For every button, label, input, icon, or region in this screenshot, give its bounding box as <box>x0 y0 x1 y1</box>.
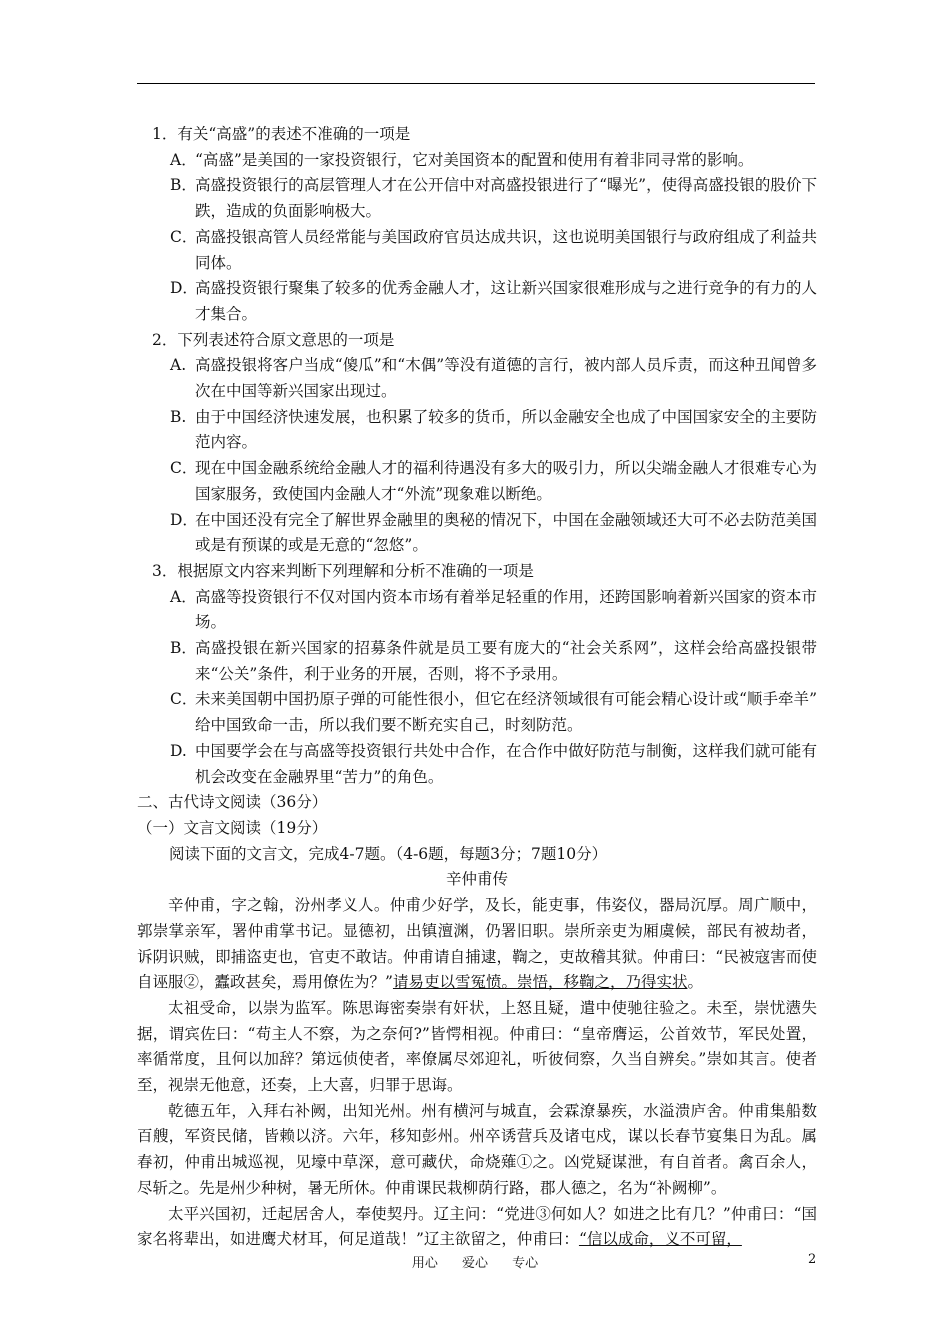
option-a <box>137 148 817 174</box>
option-text: 现在中国金融系统给金融人才的福利待遇没有多大的吸引力，所以尖端金融人才很难专心为国家服务，致使国内金融人才“外流”现象难以断绝。 <box>195 459 817 503</box>
passage-paragraph-1 <box>137 893 817 996</box>
option-b <box>137 173 817 224</box>
option-text: 高盛投银将客户当成“傻瓜”和“木偶”等没有道德的言行，被内部人员斥责，而这种丑闻曾多次在中国等新兴国家出现过。 <box>195 356 817 401</box>
passage-paragraph-2: 太祖受命，以崇为监军。陈思诲密奏崇有奸状，上怒且疑，遣中使驰往验之。未至，崇忧懑失据，谓宾佐曰：“苟主人不察，为之奈何?”皆愕相视。仲甫曰：“皇帝膺运，公首效节，军民处置，率循常度，且何以加辞？第远侦使者，率僚属尽郊迎礼，听彼伺察，久当自辨矣。”崇如其言。使者至，视崇无他意，还奏，上大喜，归罪于思诲。 <box>137 998 817 1095</box>
option-text: 高盛投银在新兴国家的招募条件就是员工要有庞大的“社会关系网”，这样会给高盛投银带来“公关”条件，利于业务的开展，否则，将不予录用。 <box>195 639 817 683</box>
question-2 <box>137 328 817 559</box>
page-number: 2 <box>808 1252 817 1267</box>
option-text: 高盛投银高管人员经常能与美国政府官员达成共识，这也说明美国银行与政府组成了利益共同体。 <box>195 227 817 272</box>
option-text: 高盛等投资银行不仅对国内资本市场有着举足轻重的作用，还跨国影响着新兴国家的资本市场。 <box>195 587 817 632</box>
option-label: B. <box>170 407 187 426</box>
option-text: 在中国还没有完全了解世界金融里的奥秘的情况下，中国在金融领域还大可不必去防范美国或是有预谋的或是无意的“忽悠”。 <box>195 510 817 555</box>
option-b <box>137 636 817 687</box>
underlined-sentence: “信以成命，义不可留， <box>578 1230 742 1249</box>
section-heading: 二、古代诗文阅读（36分） <box>137 793 328 812</box>
option-label: A． <box>170 150 197 169</box>
option-a <box>137 353 817 404</box>
paragraph-text: 太平兴国初，迁起居舍人，奉使契丹。辽主问：“党进③何如人？如进之比有几？”仲甫曰：“国家名将辈出，如进鹰犬材耳，何足道哉！”辽主欲留之，仲甫曰： <box>137 1204 817 1249</box>
page-body <box>137 122 817 1253</box>
option-text: “高盛”是美国的一家投资银行，它对美国资本的配置和使用有着非同寻常的影响。 <box>195 150 754 169</box>
instruction: 阅读下面的文言文，完成4-7题。（4-6题，每题3分；7题10分） <box>169 844 608 863</box>
option-label: A. <box>170 356 187 375</box>
option-label: A． <box>170 587 197 606</box>
paragraph-text: 辛仲甫，字之翰，汾州孝义人。仲甫少好学，及长，能吏事，伟姿仪，器局沉厚。周广顺中，郭崇掌亲军，署仲甫掌书记。显德初，出镇澶渊，仍署旧职。崇所亲吏为厢虞候，部民有被劫者，诉阴识贼，即捕盗吏也，官吏不敢诘。仲甫请自捕逮，鞫之，吏故稽其狱。仲甫曰：“民被寇害而使自诬服②，蠹政甚矣，焉用僚佐为？” <box>137 896 817 992</box>
question-stem: 2．下列表述符合原文意思的一项是 <box>152 330 395 349</box>
option-text: 高盛投资银行聚集了较多的优秀金融人才，这让新兴国家很难形成与之进行竞争的有力的人才集合。 <box>195 279 817 323</box>
question-stem: 3．根据原文内容来判断下列理解和分析不准确的一项是 <box>152 561 534 580</box>
option-label: B． <box>170 176 197 195</box>
option-label: C． <box>170 690 198 709</box>
option-c <box>137 687 817 738</box>
option-d <box>137 276 817 327</box>
option-d <box>137 739 817 790</box>
option-text: 未来美国朝中国扔原子弹的可能性很小，但它在经济领域很有可能会精心设计或“顺手牵羊” 给中国致命一击，所以我们要不断充实自己，时刻防范。 <box>195 690 817 735</box>
header-rule <box>137 83 815 84</box>
option-label: D． <box>170 510 198 529</box>
question-3 <box>137 559 817 790</box>
option-label: D． <box>170 279 198 298</box>
option-c <box>137 456 817 507</box>
passage-paragraph-3: 乾德五年，入拜右补阙，出知光州。州有横河与城直，会霖潦暴疾，水溢溃庐舍。仲甫集船数百艘，军资民储，皆赖以济。六年，移知彭州。州卒诱营兵及诸屯戍，谋以长春节宴集日为乱。属春初，仲甫出城巡视，见壕中草深，意可藏伏，命烧薙①之。凶党疑谋泄，有自首者。禽百余人，尽斩之。先是州少种树，暑无所休。仲甫课民栽柳荫行路，郡人德之，名为“补阙柳”。 <box>137 1101 817 1197</box>
option-label: C． <box>170 459 198 478</box>
option-text: 由于中国经济快速发展，也积累了较多的货币，所以金融安全也成了中国国家安全的主要防范内容。 <box>195 407 817 452</box>
passage-paragraph-4 <box>137 1202 817 1253</box>
paragraph-text: 。 <box>687 973 703 992</box>
option-c <box>137 225 817 276</box>
passage-title: 辛仲甫传 <box>445 870 508 889</box>
question-1 <box>137 122 817 328</box>
option-d <box>137 508 817 559</box>
option-a <box>137 585 817 636</box>
question-stem: 1．有关“高盛”的表述不准确的一项是 <box>152 125 411 143</box>
option-label: B． <box>170 639 197 658</box>
option-text: 高盛投资银行的高层管理人才在公开信中对高盛投银进行了“曝光”，使得高盛投银的股价下跌，造成的负面影响极大。 <box>195 176 817 221</box>
footer-motto: 用心 爱心 专心 <box>411 1256 539 1271</box>
option-text: 中国要学会在与高盛等投资银行共处中合作，在合作中做好防范与制衡，这样我们就可能有机会改变在金融界里“苦力”的角色。 <box>195 741 817 786</box>
option-label: D. <box>170 741 187 760</box>
option-label: C． <box>170 227 198 246</box>
underlined-sentence: 请易吏以雪冤愤。崇悟，移鞫之，乃得实状 <box>392 973 688 992</box>
option-b <box>137 405 817 456</box>
subsection-heading: （一）文言文阅读（19分） <box>137 818 328 837</box>
